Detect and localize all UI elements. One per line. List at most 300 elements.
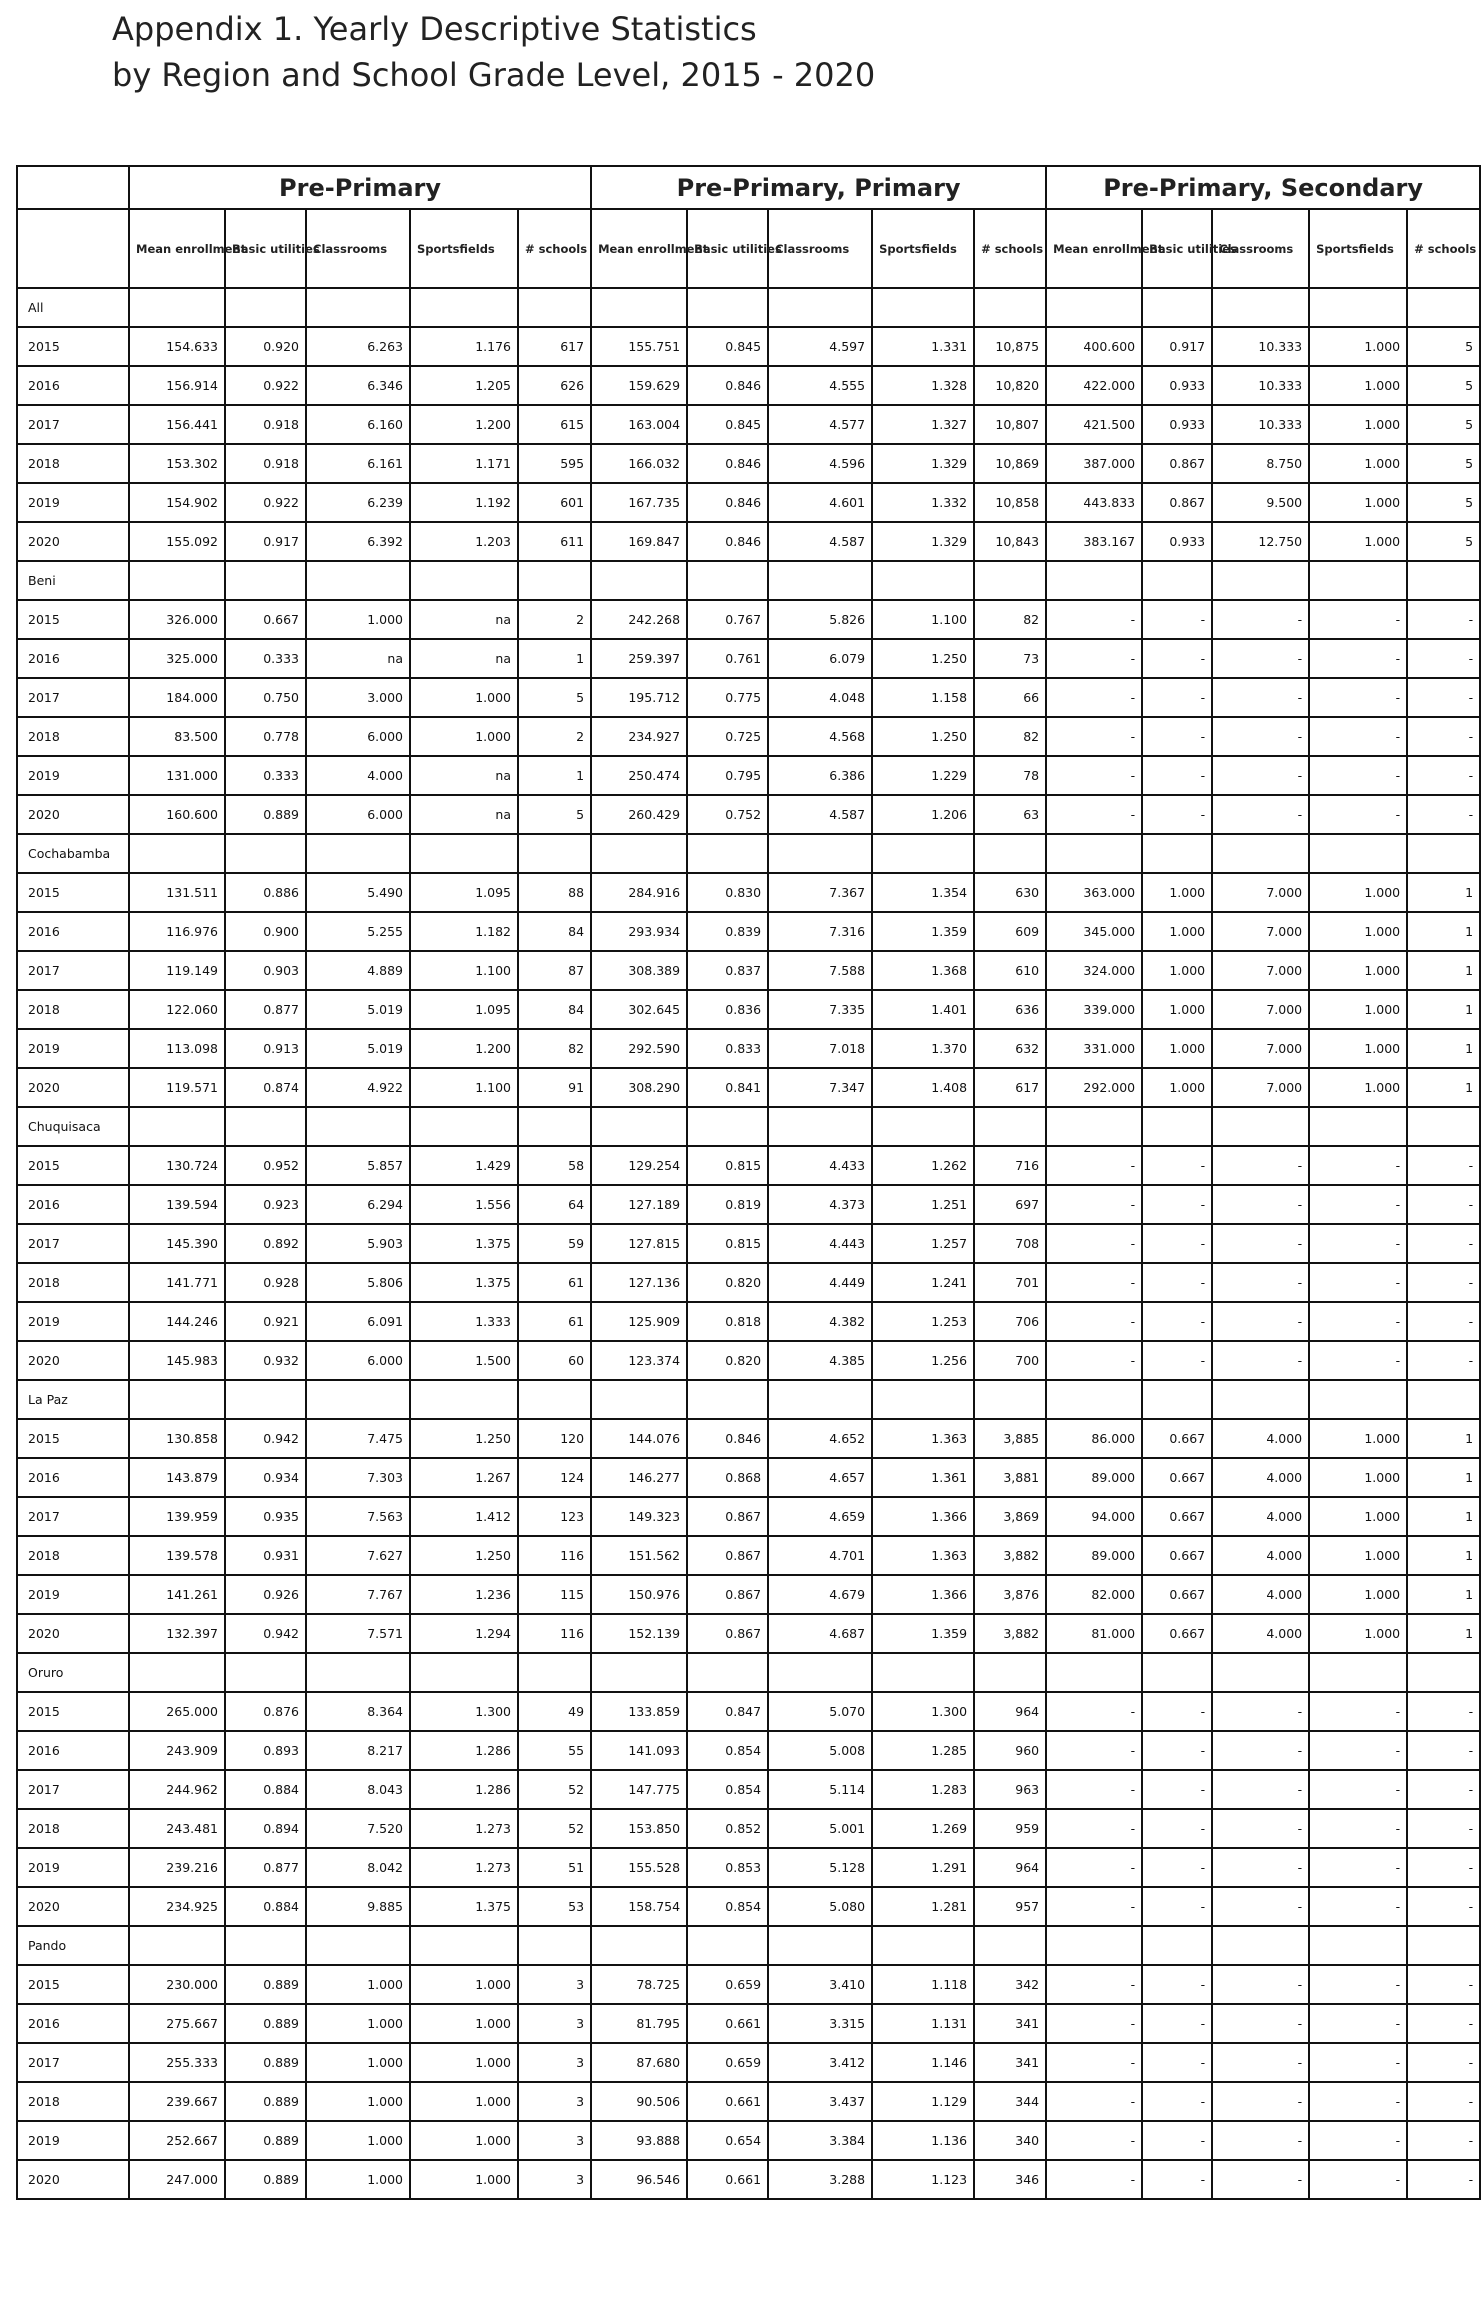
value-cell: 123 xyxy=(518,1497,591,1536)
value-cell: 0.913 xyxy=(225,1029,306,1068)
value-cell: 0.820 xyxy=(687,1263,768,1302)
value-cell: 0.934 xyxy=(225,1458,306,1497)
value-cell: 83.500 xyxy=(129,717,225,756)
value-cell: 124 xyxy=(518,1458,591,1497)
value-cell: - xyxy=(1142,1224,1212,1263)
table-row xyxy=(17,1887,1480,1926)
value-cell: 3 xyxy=(518,2082,591,2121)
value-cell: 129.254 xyxy=(591,1146,687,1185)
value-cell: 159.629 xyxy=(591,366,687,405)
year-cell: 2016 xyxy=(17,1458,129,1497)
value-cell: 697 xyxy=(974,1185,1046,1224)
empty-cell xyxy=(591,834,687,873)
empty-cell xyxy=(1142,288,1212,327)
empty-cell xyxy=(1309,288,1407,327)
region-name: Pando xyxy=(17,1926,129,1965)
value-cell: 1.370 xyxy=(872,1029,974,1068)
value-cell: 247.000 xyxy=(129,2160,225,2199)
column-header-mean-enrollment: Mean enrollment xyxy=(591,209,687,288)
empty-cell xyxy=(768,1380,872,1419)
value-cell: 1.375 xyxy=(410,1887,518,1926)
value-cell: - xyxy=(1309,600,1407,639)
table-row xyxy=(17,1263,1480,1302)
value-cell: 120 xyxy=(518,1419,591,1458)
year-cell: 2018 xyxy=(17,1263,129,1302)
column-header-mean-enrollment: Mean enrollment xyxy=(129,209,225,288)
value-cell: 0.920 xyxy=(225,327,306,366)
column-header-schools-count: # schools xyxy=(974,209,1046,288)
table-row xyxy=(17,1965,1480,2004)
value-cell: 1.000 xyxy=(306,600,410,639)
value-cell: 9.500 xyxy=(1212,483,1309,522)
value-cell: 0.854 xyxy=(687,1770,768,1809)
empty-cell xyxy=(872,1653,974,1692)
value-cell: 3.410 xyxy=(768,1965,872,2004)
value-cell: - xyxy=(1212,1887,1309,1926)
value-cell: 7.563 xyxy=(306,1497,410,1536)
value-cell: 3.437 xyxy=(768,2082,872,2121)
empty-cell xyxy=(518,1107,591,1146)
value-cell: - xyxy=(1212,2082,1309,2121)
value-cell: 1.285 xyxy=(872,1731,974,1770)
value-cell: 387.000 xyxy=(1046,444,1142,483)
value-cell: 4.889 xyxy=(306,951,410,990)
empty-cell xyxy=(1046,561,1142,600)
value-cell: 1 xyxy=(518,639,591,678)
value-cell: 0.926 xyxy=(225,1575,306,1614)
group-header-row xyxy=(17,166,1480,209)
value-cell: 0.935 xyxy=(225,1497,306,1536)
value-cell: - xyxy=(1212,2160,1309,2199)
value-cell: 0.886 xyxy=(225,873,306,912)
value-cell: 131.000 xyxy=(129,756,225,795)
value-cell: 1.375 xyxy=(410,1263,518,1302)
value-cell: 1.500 xyxy=(410,1341,518,1380)
year-cell: 2020 xyxy=(17,1068,129,1107)
value-cell: 123.374 xyxy=(591,1341,687,1380)
value-cell: 3 xyxy=(518,2043,591,2082)
value-cell: 0.852 xyxy=(687,1809,768,1848)
value-cell: 6.000 xyxy=(306,1341,410,1380)
value-cell: 0.952 xyxy=(225,1146,306,1185)
value-cell: 0.659 xyxy=(687,2043,768,2082)
table-row xyxy=(17,678,1480,717)
value-cell: 0.854 xyxy=(687,1887,768,1926)
value-cell: 0.659 xyxy=(687,1965,768,2004)
empty-cell xyxy=(872,1380,974,1419)
value-cell: 1.000 xyxy=(1309,366,1407,405)
value-cell: 8.043 xyxy=(306,1770,410,1809)
value-cell: 81.000 xyxy=(1046,1614,1142,1653)
empty-cell xyxy=(591,1380,687,1419)
value-cell: 239.216 xyxy=(129,1848,225,1887)
value-cell: - xyxy=(1407,1848,1480,1887)
value-cell: 122.060 xyxy=(129,990,225,1029)
value-cell: 1.251 xyxy=(872,1185,974,1224)
value-cell: 94.000 xyxy=(1046,1497,1142,1536)
empty-cell xyxy=(410,1653,518,1692)
empty-cell xyxy=(687,834,768,873)
value-cell: 1 xyxy=(1407,990,1480,1029)
value-cell: 10,869 xyxy=(974,444,1046,483)
year-cell: 2019 xyxy=(17,1029,129,1068)
table-row xyxy=(17,795,1480,834)
value-cell: 7.475 xyxy=(306,1419,410,1458)
value-cell: 5.255 xyxy=(306,912,410,951)
value-cell: 1.333 xyxy=(410,1302,518,1341)
value-cell: 0.868 xyxy=(687,1458,768,1497)
value-cell: - xyxy=(1309,1809,1407,1848)
value-cell: 0.845 xyxy=(687,327,768,366)
value-cell: - xyxy=(1046,2160,1142,2199)
value-cell: 1.000 xyxy=(1309,1458,1407,1497)
value-cell: 609 xyxy=(974,912,1046,951)
year-cell: 2015 xyxy=(17,1965,129,2004)
value-cell: 7.000 xyxy=(1212,912,1309,951)
empty-cell xyxy=(410,1926,518,1965)
value-cell: 7.571 xyxy=(306,1614,410,1653)
value-cell: - xyxy=(1309,756,1407,795)
empty-cell xyxy=(1309,1380,1407,1419)
empty-cell xyxy=(518,288,591,327)
value-cell: - xyxy=(1309,1263,1407,1302)
value-cell: 5.490 xyxy=(306,873,410,912)
empty-cell xyxy=(1212,834,1309,873)
value-cell: 90.506 xyxy=(591,2082,687,2121)
value-cell: na xyxy=(410,795,518,834)
table-row xyxy=(17,717,1480,756)
value-cell: 0.830 xyxy=(687,873,768,912)
value-cell: 1.000 xyxy=(1309,444,1407,483)
region-name: Beni xyxy=(17,561,129,600)
empty-cell xyxy=(768,288,872,327)
value-cell: 6.346 xyxy=(306,366,410,405)
value-cell: 0.867 xyxy=(687,1614,768,1653)
column-header-schools-count: # schools xyxy=(518,209,591,288)
value-cell: 0.922 xyxy=(225,366,306,405)
value-cell: 3,885 xyxy=(974,1419,1046,1458)
table-row xyxy=(17,1770,1480,1809)
value-cell: - xyxy=(1046,600,1142,639)
table-row xyxy=(17,2082,1480,2121)
value-cell: 0.933 xyxy=(1142,366,1212,405)
value-cell: 1.429 xyxy=(410,1146,518,1185)
value-cell: - xyxy=(1212,1809,1309,1848)
value-cell: 0.889 xyxy=(225,2121,306,2160)
value-cell: 151.562 xyxy=(591,1536,687,1575)
value-cell: 130.858 xyxy=(129,1419,225,1458)
value-cell: 1.000 xyxy=(1142,1029,1212,1068)
value-cell: 400.600 xyxy=(1046,327,1142,366)
column-header-mean-enrollment: Mean enrollment xyxy=(1046,209,1142,288)
value-cell: 141.093 xyxy=(591,1731,687,1770)
value-cell: - xyxy=(1142,1965,1212,2004)
year-cell: 2016 xyxy=(17,2004,129,2043)
table-row xyxy=(17,1458,1480,1497)
year-cell: 2017 xyxy=(17,678,129,717)
value-cell: 4.596 xyxy=(768,444,872,483)
empty-cell xyxy=(306,1653,410,1692)
value-cell: 7.367 xyxy=(768,873,872,912)
value-cell: - xyxy=(1212,600,1309,639)
empty-cell xyxy=(1046,1653,1142,1692)
value-cell: 601 xyxy=(518,483,591,522)
value-cell: 4.000 xyxy=(1212,1575,1309,1614)
value-cell: 0.867 xyxy=(1142,444,1212,483)
value-cell: 4.577 xyxy=(768,405,872,444)
value-cell: 144.076 xyxy=(591,1419,687,1458)
value-cell: 84 xyxy=(518,912,591,951)
value-cell: - xyxy=(1212,756,1309,795)
value-cell: 6.294 xyxy=(306,1185,410,1224)
value-cell: 1.000 xyxy=(1142,951,1212,990)
empty-cell xyxy=(129,1380,225,1419)
value-cell: 0.661 xyxy=(687,2082,768,2121)
value-cell: 145.390 xyxy=(129,1224,225,1263)
value-cell: - xyxy=(1309,1848,1407,1887)
value-cell: 1.158 xyxy=(872,678,974,717)
value-cell: 0.932 xyxy=(225,1341,306,1380)
value-cell: 252.667 xyxy=(129,2121,225,2160)
value-cell: 7.347 xyxy=(768,1068,872,1107)
value-cell: 325.000 xyxy=(129,639,225,678)
value-cell: 0.846 xyxy=(687,1419,768,1458)
value-cell: 4.385 xyxy=(768,1341,872,1380)
empty-cell xyxy=(768,1653,872,1692)
value-cell: - xyxy=(1212,2043,1309,2082)
value-cell: 284.916 xyxy=(591,873,687,912)
year-cell: 2019 xyxy=(17,1575,129,1614)
value-cell: 1.300 xyxy=(872,1692,974,1731)
value-cell: - xyxy=(1309,1692,1407,1731)
empty-cell xyxy=(591,561,687,600)
value-cell: 82.000 xyxy=(1046,1575,1142,1614)
value-cell: 0.667 xyxy=(1142,1536,1212,1575)
value-cell: 150.976 xyxy=(591,1575,687,1614)
year-cell: 2016 xyxy=(17,366,129,405)
value-cell: 1 xyxy=(1407,873,1480,912)
value-cell: 610 xyxy=(974,951,1046,990)
table-row xyxy=(17,1536,1480,1575)
value-cell: 1.294 xyxy=(410,1614,518,1653)
value-cell: 7.316 xyxy=(768,912,872,951)
value-cell: 6.263 xyxy=(306,327,410,366)
table-row xyxy=(17,1302,1480,1341)
value-cell: - xyxy=(1046,1770,1142,1809)
value-cell: 1 xyxy=(1407,1536,1480,1575)
value-cell: 141.261 xyxy=(129,1575,225,1614)
value-cell: - xyxy=(1142,1341,1212,1380)
year-cell: 2018 xyxy=(17,444,129,483)
value-cell: 154.902 xyxy=(129,483,225,522)
value-cell: 0.667 xyxy=(225,600,306,639)
empty-cell xyxy=(1142,1653,1212,1692)
value-cell: - xyxy=(1046,2043,1142,2082)
value-cell: 7.627 xyxy=(306,1536,410,1575)
value-cell: 58 xyxy=(518,1146,591,1185)
value-cell: 0.867 xyxy=(1142,483,1212,522)
value-cell: 4.659 xyxy=(768,1497,872,1536)
value-cell: 1.329 xyxy=(872,444,974,483)
value-cell: - xyxy=(1309,795,1407,834)
value-cell: - xyxy=(1309,1146,1407,1185)
value-cell: 1.000 xyxy=(306,2043,410,2082)
year-cell: 2019 xyxy=(17,2121,129,2160)
value-cell: - xyxy=(1142,1731,1212,1770)
value-cell: 0.841 xyxy=(687,1068,768,1107)
value-cell: 4.701 xyxy=(768,1536,872,1575)
region-row xyxy=(17,1107,1480,1146)
year-cell: 2018 xyxy=(17,1536,129,1575)
empty-cell xyxy=(1309,561,1407,600)
value-cell: 0.839 xyxy=(687,912,768,951)
value-cell: 324.000 xyxy=(1046,951,1142,990)
value-cell: 1.000 xyxy=(1142,990,1212,1029)
value-cell: - xyxy=(1142,1263,1212,1302)
value-cell: 7.000 xyxy=(1212,873,1309,912)
value-cell: 5 xyxy=(1407,366,1480,405)
value-cell: - xyxy=(1212,1341,1309,1380)
value-cell: na xyxy=(410,600,518,639)
value-cell: 1.300 xyxy=(410,1692,518,1731)
value-cell: 146.277 xyxy=(591,1458,687,1497)
value-cell: - xyxy=(1309,1185,1407,1224)
value-cell: 0.837 xyxy=(687,951,768,990)
table-row xyxy=(17,1224,1480,1263)
value-cell: 3,881 xyxy=(974,1458,1046,1497)
value-cell: 6.160 xyxy=(306,405,410,444)
value-cell: 1.000 xyxy=(410,2160,518,2199)
empty-cell xyxy=(1212,1380,1309,1419)
value-cell: 133.859 xyxy=(591,1692,687,1731)
value-cell: 156.441 xyxy=(129,405,225,444)
value-cell: 1.281 xyxy=(872,1887,974,1926)
value-cell: - xyxy=(1309,1887,1407,1926)
value-cell: 3 xyxy=(518,1965,591,2004)
year-cell: 2015 xyxy=(17,1146,129,1185)
value-cell: 0.820 xyxy=(687,1341,768,1380)
empty-cell xyxy=(225,288,306,327)
empty-cell xyxy=(768,561,872,600)
value-cell: 7.000 xyxy=(1212,990,1309,1029)
value-cell: 0.918 xyxy=(225,405,306,444)
table-row xyxy=(17,990,1480,1029)
table-row xyxy=(17,2121,1480,2160)
value-cell: 1.000 xyxy=(1309,522,1407,561)
empty-cell xyxy=(1212,288,1309,327)
value-cell: 1.253 xyxy=(872,1302,974,1341)
value-cell: 1.131 xyxy=(872,2004,974,2043)
empty-cell xyxy=(129,561,225,600)
value-cell: 1.363 xyxy=(872,1536,974,1575)
value-cell: 0.889 xyxy=(225,2160,306,2199)
value-cell: 292.590 xyxy=(591,1029,687,1068)
value-cell: 81.795 xyxy=(591,2004,687,2043)
value-cell: 1.000 xyxy=(1309,951,1407,990)
year-cell: 2019 xyxy=(17,756,129,795)
value-cell: 1.118 xyxy=(872,1965,974,2004)
value-cell: 145.983 xyxy=(129,1341,225,1380)
value-cell: 1.000 xyxy=(1309,912,1407,951)
value-cell: 708 xyxy=(974,1224,1046,1263)
year-cell: 2018 xyxy=(17,1809,129,1848)
value-cell: 49 xyxy=(518,1692,591,1731)
value-cell: - xyxy=(1046,1302,1142,1341)
value-cell: 10,807 xyxy=(974,405,1046,444)
value-cell: 52 xyxy=(518,1809,591,1848)
empty-cell xyxy=(518,1380,591,1419)
value-cell: 1.095 xyxy=(410,990,518,1029)
value-cell: 1 xyxy=(518,756,591,795)
value-cell: - xyxy=(1046,795,1142,834)
empty-cell xyxy=(687,1107,768,1146)
value-cell: 4.597 xyxy=(768,327,872,366)
empty-cell xyxy=(1407,834,1480,873)
value-cell: 1.250 xyxy=(410,1419,518,1458)
value-cell: 1.000 xyxy=(1309,1575,1407,1614)
value-cell: 153.302 xyxy=(129,444,225,483)
value-cell: - xyxy=(1046,639,1142,678)
value-cell: 5.019 xyxy=(306,1029,410,1068)
table-row xyxy=(17,951,1480,990)
value-cell: 345.000 xyxy=(1046,912,1142,951)
table-row xyxy=(17,405,1480,444)
statistics-table xyxy=(16,165,1481,2200)
value-cell: - xyxy=(1142,1146,1212,1185)
value-cell: 275.667 xyxy=(129,2004,225,2043)
empty-cell xyxy=(1046,1380,1142,1419)
empty-cell xyxy=(225,561,306,600)
year-cell: 2015 xyxy=(17,873,129,912)
value-cell: 0.725 xyxy=(687,717,768,756)
value-cell: - xyxy=(1309,1731,1407,1770)
table-row xyxy=(17,756,1480,795)
value-cell: 632 xyxy=(974,1029,1046,1068)
value-cell: 4.657 xyxy=(768,1458,872,1497)
value-cell: 340 xyxy=(974,2121,1046,2160)
value-cell: 1 xyxy=(1407,1575,1480,1614)
value-cell: - xyxy=(1407,1185,1480,1224)
value-cell: 5.080 xyxy=(768,1887,872,1926)
value-cell: 0.846 xyxy=(687,366,768,405)
value-cell: - xyxy=(1046,2004,1142,2043)
empty-cell xyxy=(306,1107,410,1146)
value-cell: 82 xyxy=(974,600,1046,639)
empty-cell xyxy=(518,1926,591,1965)
value-cell: 1.206 xyxy=(872,795,974,834)
value-cell: 242.268 xyxy=(591,600,687,639)
empty-cell xyxy=(872,1926,974,1965)
value-cell: - xyxy=(1046,1146,1142,1185)
empty-cell xyxy=(518,834,591,873)
value-cell: 0.942 xyxy=(225,1614,306,1653)
value-cell: 5 xyxy=(518,795,591,834)
value-cell: - xyxy=(1046,756,1142,795)
value-cell: - xyxy=(1212,1185,1309,1224)
value-cell: 82 xyxy=(974,717,1046,756)
value-cell: 1.291 xyxy=(872,1848,974,1887)
year-cell: 2015 xyxy=(17,1692,129,1731)
empty-cell xyxy=(410,288,518,327)
value-cell: 1.256 xyxy=(872,1341,974,1380)
value-cell: - xyxy=(1142,1809,1212,1848)
value-cell: - xyxy=(1142,2121,1212,2160)
value-cell: 5.001 xyxy=(768,1809,872,1848)
value-cell: 1.100 xyxy=(410,951,518,990)
value-cell: 1.000 xyxy=(1309,483,1407,522)
value-cell: 7.588 xyxy=(768,951,872,990)
value-cell: 7.520 xyxy=(306,1809,410,1848)
